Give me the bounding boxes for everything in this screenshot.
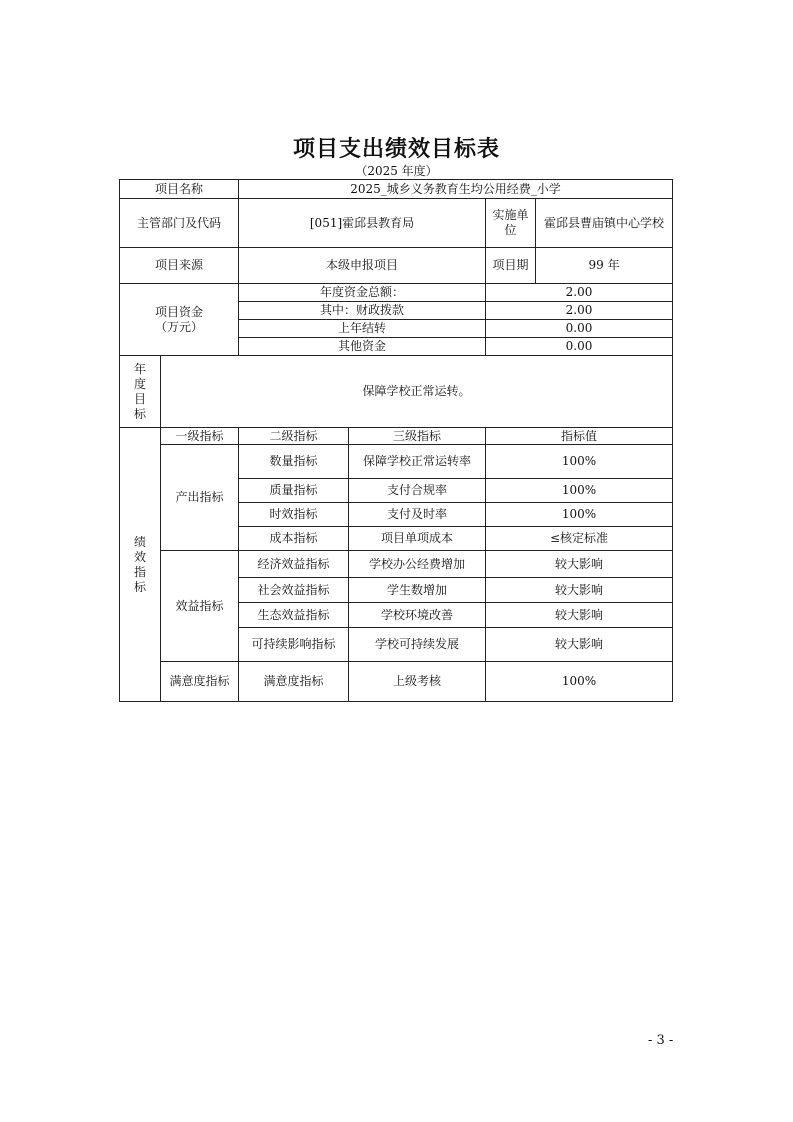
header-level3: 三级指标: [349, 428, 486, 445]
page-number: - 3 -: [648, 1033, 674, 1048]
header-level1: 一级指标: [161, 428, 239, 445]
impl-value: 霍邱县曹庙镇中心学校: [536, 199, 673, 248]
value-cell: 较大影响: [486, 628, 673, 662]
level3-cell: 保障学校正常运转率: [349, 445, 486, 479]
output-indicator-label: 产出指标: [161, 445, 239, 551]
annual-goal-text: 保障学校正常运转。: [161, 356, 673, 428]
project-name-value: 2025_城乡义务教育生均公用经费_小学: [239, 180, 673, 199]
level3-cell: 支付及时率: [349, 503, 486, 527]
annual-goal-label: 年度目标: [120, 356, 161, 428]
fund-row-value: 2.00: [486, 302, 673, 320]
row-department: [120, 199, 673, 248]
level2-cell: 可持续影响指标: [239, 628, 349, 662]
level2-cell: 时效指标: [239, 503, 349, 527]
level3-cell: 支付合规率: [349, 479, 486, 503]
value-cell: ≤核定标准: [486, 527, 673, 551]
page-title: 项目支出绩效目标表: [292, 137, 500, 162]
level2-cell: 成本指标: [239, 527, 349, 551]
level2-cell: 满意度指标: [239, 662, 349, 702]
fund-label: [120, 284, 239, 356]
performance-target-table: [119, 179, 673, 702]
period-label: 项目期: [486, 248, 536, 284]
row-project-name: [120, 180, 673, 199]
page-subtitle: （2025 年度）: [355, 164, 438, 178]
row-indicator-header: [120, 428, 673, 445]
level3-cell: 项目单项成本: [349, 527, 486, 551]
fund-row-value: 0.00: [486, 320, 673, 338]
value-cell: 100%: [486, 503, 673, 527]
value-cell: 100%: [486, 445, 673, 479]
fund-row-value: 0.00: [486, 338, 673, 356]
level2-cell: 经济效益指标: [239, 551, 349, 578]
value-cell: 较大影响: [486, 603, 673, 628]
fund-row-label: 其他资金: [239, 338, 486, 356]
level2-cell: 数量指标: [239, 445, 349, 479]
value-cell: 较大影响: [486, 578, 673, 603]
fund-label-line2: （万元）: [155, 319, 204, 334]
impl-label: 实施单位: [486, 199, 536, 248]
level3-cell: 学校办公经费增加: [349, 551, 486, 578]
header-value: 指标值: [486, 428, 673, 445]
level2-cell: 社会效益指标: [239, 578, 349, 603]
value-cell: 100%: [486, 662, 673, 702]
source-value: 本级申报项目: [239, 248, 486, 284]
row-fund-total: [120, 284, 673, 302]
fund-row-label: 年度资金总额：: [239, 284, 486, 302]
level3-cell: 学校可持续发展: [349, 628, 486, 662]
fund-row-value: 2.00: [486, 284, 673, 302]
row-annual-goal: [120, 356, 673, 428]
level3-cell: 上级考核: [349, 662, 486, 702]
level3-cell: 学校环境改善: [349, 603, 486, 628]
level3-cell: 学生数增加: [349, 578, 486, 603]
fund-label-line1: 项目资金: [155, 304, 204, 319]
benefit-indicator-label: 效益指标: [161, 551, 239, 662]
project-name-label: 项目名称: [120, 180, 239, 199]
dept-value: [051]霍邱县教育局: [239, 199, 486, 248]
fund-row-label: 其中：财政拨款: [239, 302, 486, 320]
level2-cell: 质量指标: [239, 479, 349, 503]
period-value: 99 年: [536, 248, 673, 284]
performance-label: 绩效指标: [120, 428, 161, 702]
table-row: [120, 551, 673, 578]
source-label: 项目来源: [120, 248, 239, 284]
row-source: [120, 248, 673, 284]
table-row: [120, 662, 673, 702]
value-cell: 100%: [486, 479, 673, 503]
value-cell: 较大影响: [486, 551, 673, 578]
satisfaction-indicator-label: 满意度指标: [161, 662, 239, 702]
level2-cell: 生态效益指标: [239, 603, 349, 628]
fund-row-label: 上年结转: [239, 320, 486, 338]
dept-label: 主管部门及代码: [120, 199, 239, 248]
table-row: [120, 445, 673, 479]
header-level2: 二级指标: [239, 428, 349, 445]
